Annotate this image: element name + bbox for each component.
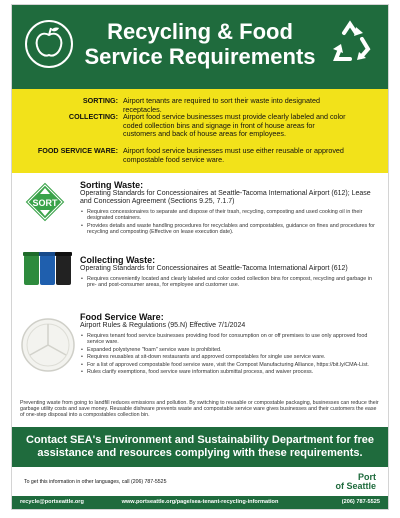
requirement-text: Airport food service businesses must use either reusable or approved compostable food service ware. — [123, 146, 344, 164]
bullet-list — [80, 333, 380, 375]
sorting-section — [80, 180, 380, 237]
green-bin-icon — [23, 252, 40, 285]
list-item: • Rules clarify exemptions, food service ware information submittal process, and waiver process. — [87, 369, 380, 375]
list-item: • Requires concessionaires to separate and dispose of their trash, recycling, composting and used cooking oil in their designated containers. — [87, 209, 380, 222]
contact-banner — [12, 427, 388, 467]
header-banner — [12, 5, 388, 89]
logo-line-1: Port — [358, 472, 376, 482]
intro-paragraph: Preventing waste from going to landfill reduces emissions and pollution. By switching to reusable or compostable packaging, businesses can reduce their garbage utility costs and save money. Reusable dishware prevents waste and compostable service ware gives businesses and their customers the ease of one-step disposal into a compostables collection bin. — [20, 400, 379, 418]
flyer — [12, 5, 388, 509]
list-item: • Requires tenant food service businesses providing food for consumption on or off premises to use only approved food service ware. — [87, 333, 380, 346]
requirement-key: FOOD SERVICE WARE: — [37, 146, 118, 155]
port-of-seattle-logo — [306, 473, 376, 491]
section-subtitle: Operating Standards for Concessionaires at Seattle-Tacoma International Airport (612) — [80, 265, 348, 272]
collecting-section — [80, 255, 380, 290]
list-item: • Provides details and waste handling procedures for recyclables and compostables, guidance on fines and procedures for recycling and composting (Effective on lease execution date). — [87, 223, 380, 236]
section-subtitle: Airport Rules & Regulations (95.N) Effective 7/1/2024 — [80, 322, 246, 329]
section-title: Food Service Ware: — [80, 312, 164, 322]
footer-url[interactable]: www.portseattle.org/page/sea-tenant-recycling-information — [121, 499, 279, 505]
contact-line-2: assistance and resources complying with these requirements. — [37, 447, 363, 459]
footer-bar — [12, 496, 388, 509]
requirement-key: COLLECTING: — [68, 112, 118, 121]
section-subtitle: Operating Standards for Concessionaires at Seattle-Tacoma International Airport (612); Lease and Concession Agreement (Sections 9.25, 7.1.7) — [80, 190, 371, 205]
bullet-list — [80, 276, 380, 289]
section-title: Sorting Waste: — [80, 180, 144, 190]
list-item: • For a list of approved compostable food service ware, visit the Compost Manufacturing Alliance, https://bit.ly/CMA-List. — [87, 362, 380, 368]
sign-label: SORT — [32, 198, 58, 208]
footer-email[interactable]: recycle@portseattle.org — [20, 499, 84, 505]
black-bin-icon — [55, 252, 72, 285]
sort-sign-icon — [24, 181, 66, 223]
compostable-plate-icon — [20, 317, 76, 373]
contact-line-1: Contact SEA's Environment and Sustainability Department for free — [26, 434, 374, 446]
collection-bins-icon — [22, 249, 74, 287]
page-title — [72, 19, 328, 69]
requirement-text: Airport tenants are required to sort their waste into designated receptacles. — [123, 96, 320, 114]
list-item: • Expanded polystyrene "foam" service ware is prohibited. — [87, 347, 380, 353]
footer-phone: (206) 787-5525 — [341, 499, 380, 505]
list-item: • Requires reusables at sit-down restaurants and approved compostables for single use service ware. — [87, 354, 380, 360]
blue-bin-icon — [39, 252, 56, 285]
requirement-text: Airport food service businesses must provide clearly labeled and color coded collection bins and signage in front of house areas for customers and back of house areas for employees. — [123, 112, 346, 139]
food-ware-section — [80, 312, 380, 376]
requirements-panel — [12, 89, 388, 173]
title-line-2: Service Requirements — [84, 44, 316, 69]
logo-line-2: of Seattle — [335, 481, 376, 491]
list-item: • Requires conveniently located and clearly labeled and color coded collection bins for compost, recycling and garbage in pre- and post-consumer areas, for employee and customer use. — [87, 276, 380, 289]
bullet-list — [80, 209, 380, 236]
recycle-icon — [326, 19, 376, 69]
compost-apple-icon — [24, 19, 74, 69]
section-title: Collecting Waste: — [80, 255, 156, 265]
title-line-1: Recycling & Food — [107, 19, 293, 44]
language-info: To get this information in other languages, call (206) 787-5525 — [24, 479, 167, 485]
requirement-key: SORTING: — [82, 96, 118, 105]
